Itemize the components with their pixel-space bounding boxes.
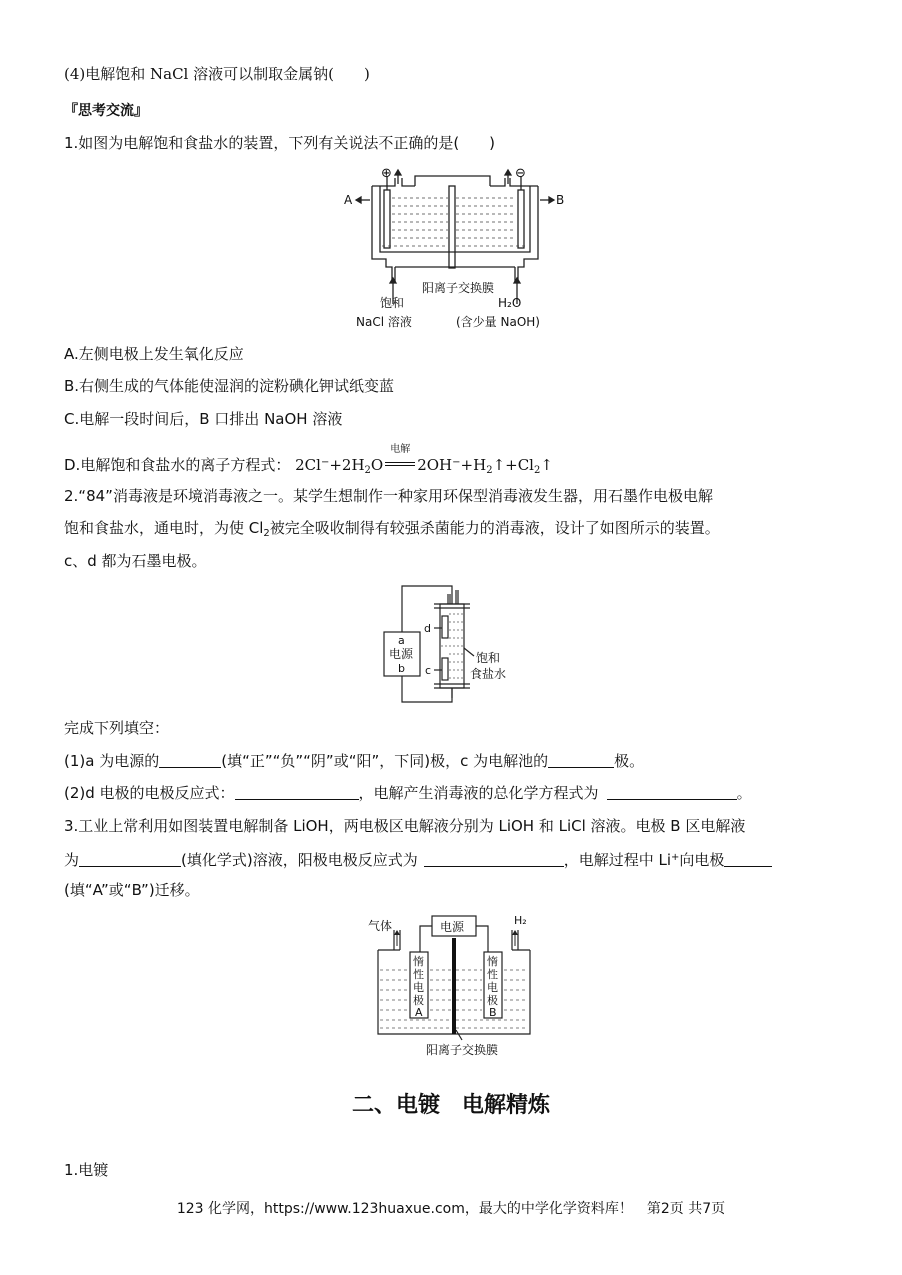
power-source-label: 电源	[440, 920, 465, 934]
membrane-label: 阳离子交换膜	[422, 281, 495, 295]
question-2-line-3: c、d 都为石墨电极。	[64, 552, 207, 570]
question-3-line-3: (填“A”或“B”)迁移。	[64, 881, 200, 899]
option-d-equation: $2Cl^-+2H_2O$ 电解 $2OH^-+H_2↑+Cl_2↑$	[295, 456, 553, 474]
question-2-line-2: 饱和食盐水，通电时，为使 $Cl_2$被完全吸收制得有较强杀菌能力的消毒液，设计了如图所示的装置。	[64, 519, 720, 539]
section-label: 『思考交流』	[64, 103, 148, 119]
membrane-label: 阳离子交换膜	[426, 1043, 499, 1057]
answer-blank[interactable]	[159, 753, 221, 768]
lioh-electrolysis-diagram	[364, 910, 544, 1060]
power-terminal-b: b	[398, 662, 405, 675]
plus-terminal-icon: ⊕	[381, 166, 392, 181]
electrolysis-cell-diagram-1	[340, 164, 570, 334]
solution-label-2: 食盐水	[470, 667, 507, 681]
power-source-label: 电源	[389, 647, 414, 661]
right-inlet-label-2: (含少量 NaOH)	[456, 315, 540, 329]
answer-blank[interactable]	[607, 785, 737, 800]
option-b: B.右侧生成的气体能使湿润的淀粉碘化钾试纸变蓝	[64, 377, 395, 395]
condition-label: 电解	[390, 444, 411, 455]
electrode-b-label: 惰 性 电 极 B	[487, 955, 498, 1019]
section-title: 二、电镀 电解精炼	[351, 1092, 550, 1118]
question-1-stem: 1.如图为电解饱和食盐水的装置，下列有关说法不正确的是( )	[64, 134, 496, 152]
option-d-prefix: D.电解饱和食盐水的离子方程式：	[64, 456, 291, 474]
hydrogen-outlet-label: H₂	[514, 914, 527, 927]
answer-blank[interactable]	[424, 852, 564, 867]
power-terminal-a: a	[398, 634, 405, 647]
answer-blank[interactable]	[548, 753, 614, 768]
minus-terminal-icon: ⊖	[515, 166, 526, 181]
outlet-b-label: B	[556, 193, 565, 207]
page-footer: 123 化学网，https://www.123huaxue.com，最大的中学化学资料库！ 第2页 共7页	[176, 1201, 726, 1217]
question-4-statement: (4)电解饱和 NaCl 溶液可以制取金属钠( )	[64, 65, 370, 83]
option-d	[64, 444, 553, 481]
outlet-a-label: A	[344, 193, 353, 207]
electrode-d-label: d	[424, 622, 431, 635]
gas-outlet-label: 气体	[368, 919, 393, 933]
question-3-line-1: 3.工业上常利用如图装置电解制备 LiOH，两电极区电解液分别为 LiOH 和 LiCl 溶液。电极 B 区电解液	[64, 817, 746, 835]
option-a: A.左侧电极上发生氧化反应	[64, 345, 244, 363]
disinfectant-generator-diagram	[378, 582, 518, 706]
subsection-title: 1.电镀	[64, 1161, 109, 1179]
question-3-line-2: 为 (填化学式)溶液，阳极电极反应式为 ，电解过程中 Li+向电极	[64, 848, 772, 870]
question-2-line-1: 2.“84”消毒液是环境消毒液之一。某学生想制作一种家用环保型消毒液发生器，用石墨作电极电解	[64, 487, 713, 505]
right-inlet-label-1: H₂O	[498, 296, 522, 310]
left-inlet-label-1: 饱和	[380, 296, 405, 310]
solution-label-1: 饱和	[476, 651, 501, 665]
left-inlet-label-2: NaCl 溶液	[356, 315, 412, 329]
answer-blank[interactable]	[235, 785, 359, 800]
answer-blank[interactable]	[79, 852, 181, 867]
answer-blank[interactable]	[724, 852, 772, 867]
question-2-part-1: (1)a 为电源的 (填“正”“负”“阴”或“阳”，下同)极，c 为电解池的 极。	[64, 752, 645, 770]
electrode-a-label: 惰 性 电 极 A	[413, 955, 424, 1019]
fill-in-intro: 完成下列填空：	[64, 719, 170, 737]
question-2-part-2: (2)d 电极的电极反应式： ，电解产生消毒液的总化学方程式为 。	[64, 784, 752, 802]
option-c: C.电解一段时间后，B 口排出 NaOH 溶液	[64, 410, 343, 428]
electrode-c-label: c	[425, 664, 432, 677]
